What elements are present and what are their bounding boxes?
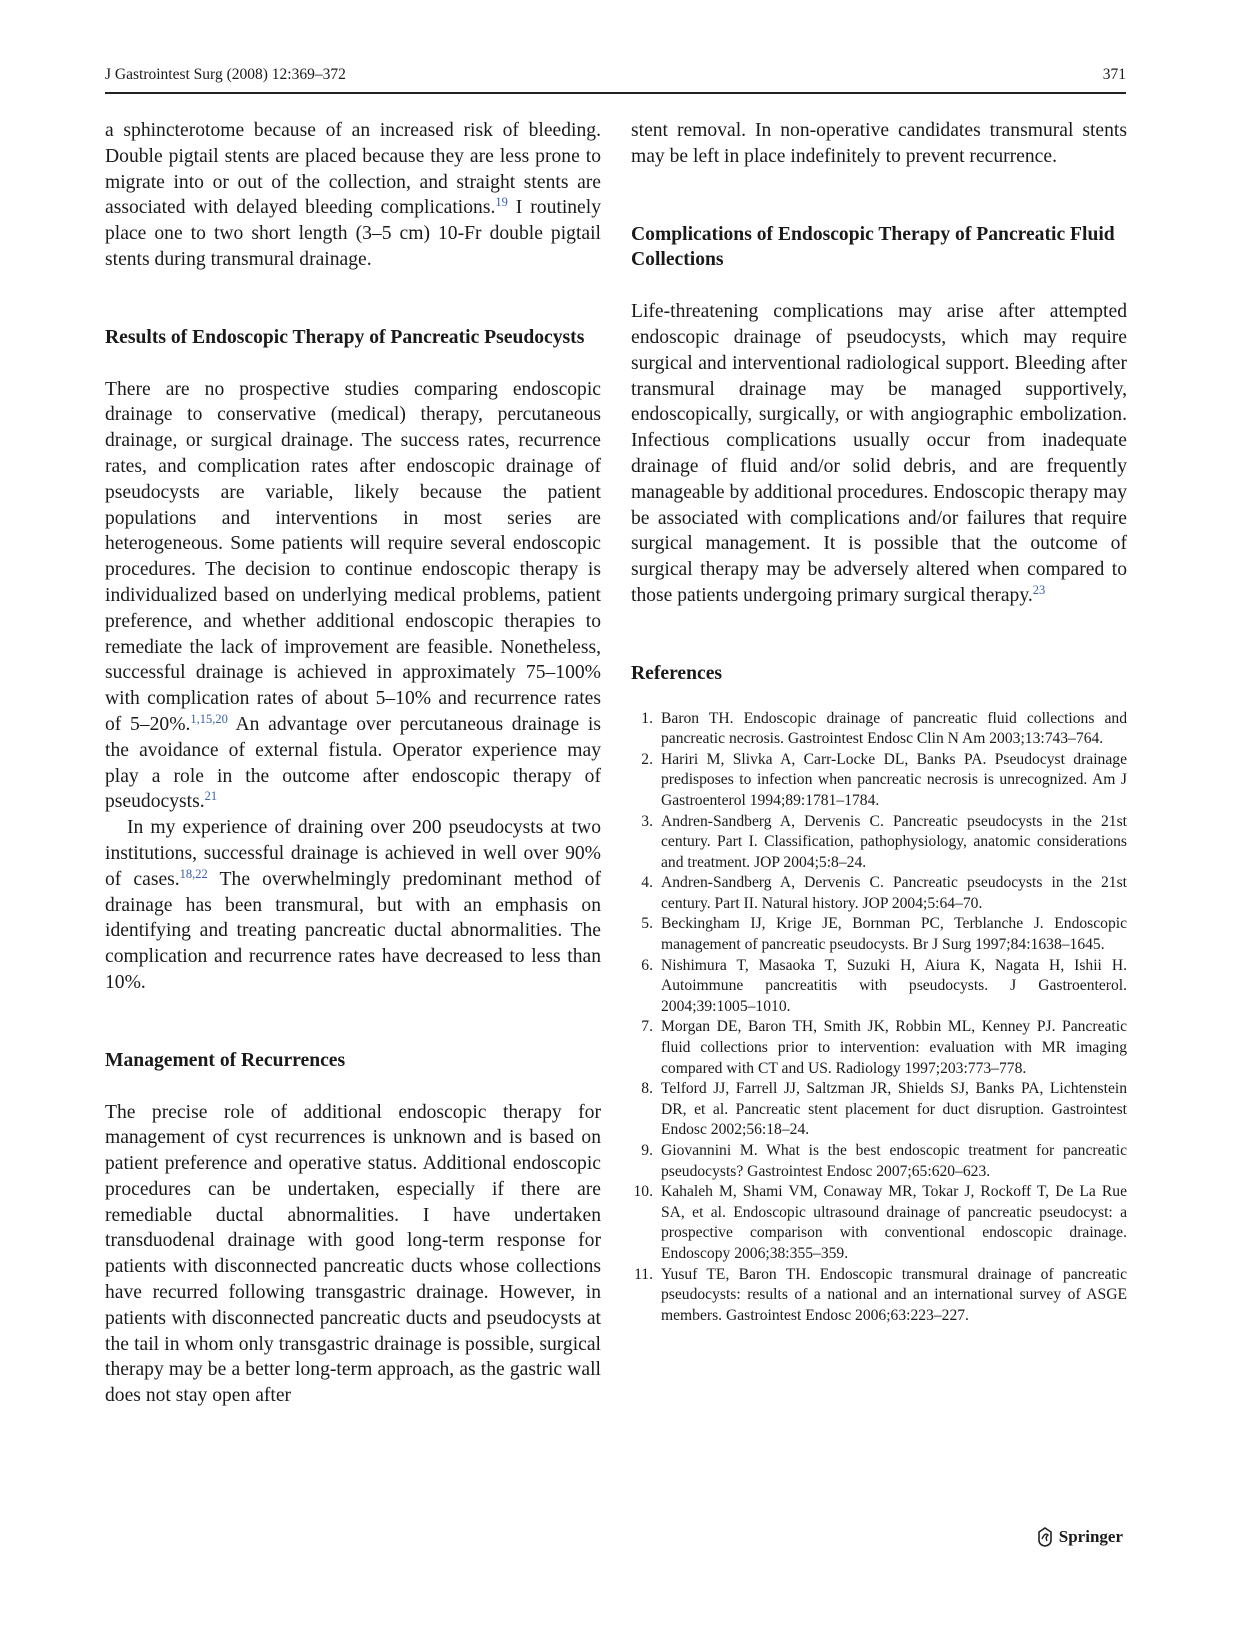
reference-number: 2. — [641, 750, 653, 768]
reference-number: 6. — [641, 956, 653, 974]
reference-number: 7. — [641, 1018, 653, 1036]
reference-number: 11. — [634, 1265, 653, 1283]
section-heading-references: References — [631, 662, 723, 684]
publisher-logo — [1035, 1527, 1123, 1547]
reference-item — [631, 1141, 1127, 1182]
reference-text: Yusuf TE, Baron TH. Endoscopic transmural drainage of pancreatic pseudocysts: results of a national and an international survey of ASGE members. Gastrointest Endosc 2006;63:223–227. — [661, 1265, 1127, 1324]
section-heading-results: Results of Endoscopic Therapy of Pancreatic Pseudocysts — [105, 326, 585, 348]
right-column — [631, 118, 1127, 1326]
left-column — [105, 118, 601, 1409]
paragraph-complications: Life-threatening complications may arise after attempted endoscopic drainage of pseudocysts, which may require surgical and interventional radiological support. Bleeding after transmural drainage may be managed supportively, endoscopically, surgically, or with angiographic embolization. Infectious complications usually occur from inadequate drainage of fluid and/or solid debris, and are frequently manageable by additional procedures. Endoscopic therapy may be associated with complications and/or failures that require surgical management. It is possible that the outcome of surgical therapy may be adversely altered when compared to those patients undergoing primary surgical therapy.$^{23}$ — [631, 301, 1127, 606]
reference-number: 3. — [641, 812, 653, 830]
reference-text: Morgan DE, Baron TH, Smith JK, Robbin ML, Kenney PJ. Pancreatic fluid collections prior to intervention: evaluation with MR imaging compared with CT and US. Radiology 1997;203:773–778. — [661, 1018, 1127, 1077]
reference-number: 1. — [641, 709, 653, 727]
reference-text: Nishimura T, Masaoka T, Suzuki H, Aiura K, Nagata H, Ishii H. Autoimmune pancreatitis with pseudocysts. J Gastroenterol. 2004;39:1005–1010. — [661, 956, 1127, 1015]
reference-text: Beckingham IJ, Krige JE, Bornman PC, Terblanche J. Endoscopic management of pancreatic pseudocysts. Br J Surg 1997;84:1638–1645. — [661, 915, 1127, 954]
reference-text: Kahaleh M, Shami VM, Conaway MR, Tokar J, Rockoff T, De La Rue SA, et al. Endoscopic ultrasound drainage of pancreatic pseudocyst: a prospective comparison with conventional endoscopic drainage. Endoscopy 2006;38:355–359. — [661, 1183, 1127, 1262]
journal-citation: J Gastrointest Surg (2008) 12:369–372 — [105, 66, 346, 83]
reference-text: Andren-Sandberg A, Dervenis C. Pancreatic pseudocysts in the 21st century. Part I. Classification, pathophysiology, anatomic considerations and treatment. JOP 2004;5:8–24. — [661, 812, 1127, 871]
paragraph-experience: In my experience of draining over 200 pseudocysts at two institutions, successful drainage is achieved in well over 90% of cases.$^{18,22}$ The overwhelmingly predominant method of drainage has been transmural, but with an emphasis on identifying and treating pancreatic ductal abnormalities. The complication and recurrence rates have decreased to less than 10%. — [105, 817, 601, 993]
reference-text: Hariri M, Slivka A, Carr-Locke DL, Banks PA. Pseudocyst drainage predisposes to infection when pancreatic necrosis is unrecognized. Am J Gastroenterol 1994;89:1781–1784. — [661, 750, 1127, 809]
reference-number: 10. — [633, 1183, 653, 1201]
section-heading-complications: Complications of Endoscopic Therapy of Pancreatic Fluid Collections — [631, 223, 1115, 271]
reference-item — [631, 1017, 1127, 1079]
reference-number: 4. — [641, 874, 653, 892]
reference-item — [631, 914, 1127, 955]
citation-link[interactable]: 1,15,20 — [190, 711, 228, 726]
citation-link[interactable]: 21 — [204, 789, 218, 804]
reference-number: 9. — [641, 1142, 653, 1160]
reference-number: 8. — [641, 1080, 653, 1098]
paragraph-stent-removal: stent removal. In non-operative candidates transmural stents may be left in place indefinitely to prevent recurrence. — [631, 120, 1127, 167]
reference-text: Andren-Sandberg A, Dervenis C. Pancreatic pseudocysts in the 21st century. Part II. Natural history. JOP 2004;5:64–70. — [661, 874, 1127, 912]
running-header — [105, 64, 1126, 94]
section-heading-recurrences: Management of Recurrences — [105, 1049, 346, 1071]
reference-item — [631, 812, 1127, 874]
reference-item — [631, 750, 1127, 812]
reference-item — [631, 956, 1127, 1018]
reference-text: Giovannini M. What is the best endoscopic treatment for pancreatic pseudocysts? Gastrointest Endosc 2007;65:620–623. — [661, 1142, 1127, 1180]
reference-text: Baron TH. Endoscopic drainage of pancreatic fluid collections and pancreatic necrosis. Gastrointest Endosc Clin N Am 2003;13:743–764. — [661, 709, 1127, 748]
publisher-name: Springer — [1058, 1527, 1123, 1546]
reference-item — [631, 1079, 1127, 1141]
citation-link[interactable]: 23 — [1032, 582, 1046, 597]
page-number: 371 — [1102, 66, 1126, 83]
paragraph-recurrences: The precise role of additional endoscopic therapy for management of cyst recurrences is unknown and is based on patient preference and operative status. Additional endoscopic procedures can be undertaken, especially if there are remediable ductal abnormalities. I have undertaken transduodenal drainage with good long-term response for patients with disconnected pancreatic ducts whose collections have recurred following transgastric drainage. However, in patients with disconnected pancreatic ducts and pseudocysts at the tail in whom only transgastric drainage is possible, surgical therapy may be a better long-term approach, as the gastric wall does not stay open after — [105, 1101, 601, 1407]
reference-list — [631, 709, 1127, 1327]
springer-logo-icon — [1035, 1527, 1055, 1547]
reference-item — [631, 1182, 1127, 1264]
citation-link[interactable]: 19 — [495, 195, 508, 210]
citation-link[interactable]: 18,22 — [179, 866, 208, 881]
reference-item — [631, 709, 1127, 750]
paragraph-results: There are no prospective studies comparing endoscopic drainage to conservative (medical) therapy, percutaneous drainage, or surgical drainage. The success rates, recurrence rates, and complication rates after endoscopic drainage of pseudocysts are variable, likely because the patient populations and interventions in most series are heterogeneous. Some patients will require several endoscopic procedures. The decision to continue endoscopic therapy is individualized based on underlying medical problems, patient preference, and whether additional endoscopic therapies to remediate the lack of improvement are feasible. Nonetheless, successful drainage is achieved in approximately 75–100% with complication rates of about 5–10% and recurrence rates of 5–20%.$^{1,15,20}$ An advantage over percutaneous drainage is the avoidance of external fistula. Operator experience may play a role in the outcome after endoscopic therapy of pseudocysts.$^{21}$ — [105, 378, 601, 813]
paragraph-stent-types: a sphincterotome because of an increased risk of bleeding. Double pigtail stents are placed because they are less prone to migrate into or out of the collection, and straight stents are associated with delayed bleeding complications.$^{19}$ I routinely place one to two short length (3–5 cm) 10-Fr double pigtail stents during transmural drainage. — [105, 120, 601, 270]
reference-item — [631, 1265, 1127, 1327]
reference-number: 5. — [641, 915, 653, 933]
reference-text: Telford JJ, Farrell JJ, Saltzman JR, Shields SJ, Banks PA, Lichtenstein DR, et al. Pancreatic stent placement for duct disruption. Gastrointest Endosc 2002;56:18–24. — [661, 1080, 1127, 1139]
reference-item — [631, 873, 1127, 914]
